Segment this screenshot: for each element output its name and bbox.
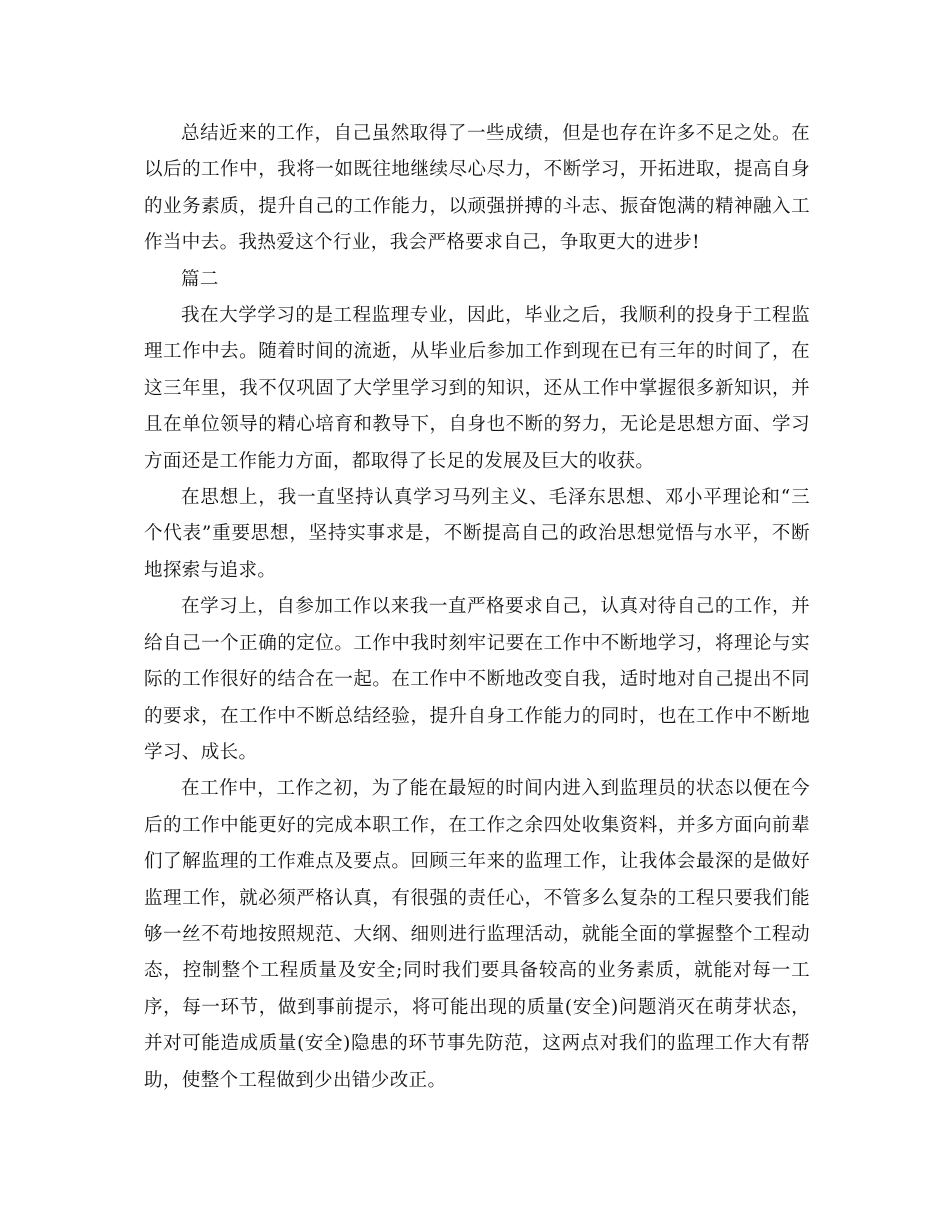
- paragraph-study: 在学习上，自参加工作以来我一直严格要求自己，认真对待自己的工作，并给自己一个正确的定位。工作中我时刻牢记要在工作中不断地学习，将理论与实际的工作很好的结合在一起。在工作中不断地改变自我，适时地对自己提出不同的要求，在工作中不断总结经验，提升自身工作能力的同时，也在工作中不断地学习、成长。: [144, 596, 810, 763]
- paragraph-introduction: 我在大学学习的是工程监理专业，因此，毕业之后，我顺利的投身于工程监理工作中去。随着时间的流逝，从毕业后参加工作到现在已有三年的时间了，在这三年里，我不仅巩固了大学里学习到的知识，还从工作中掌握很多新知识，并且在单位领导的精心培育和教导下，自身也不断的努力，无论是思想方面、学习方面还是工作能力方面，都取得了长足的发展及巨大的收获。: [144, 305, 810, 472]
- paragraph-work: 在工作中，工作之初，为了能在最短的时间内进入到监理员的状态以便在今后的工作中能更好的完成本职工作，在工作之余四处收集资料，并多方面向前辈们了解监理的工作难点及要点。回顾三年来的监理工作，让我体会最深的是做好监理工作，就必须严格认真，有很强的责任心，不管多么复杂的工程只要我们能够一丝不苟地按照规范、大纲、细则进行监理活动，就能全面的掌握整个工程动态，控制整个工程质量及安全;同时我们要具备较高的业务素质，就能对每一工序，每一环节，做到事前提示，将可能出现的质量(安全)问题消灭在萌芽状态，并对可能造成质量(安全)隐患的环节事先防范，这两点对我们的监理工作大有帮助，使整个工程做到少出错少改正。: [144, 778, 810, 1091]
- paragraph-ideology: 在思想上，我一直坚持认真学习马列主义、毛泽东思想、邓小平理论和“三个代表”重要思想，坚持实事求是，不断提高自己的政治思想觉悟与水平，不断地探索与追求。: [144, 487, 810, 581]
- section-heading-part-two: 篇二: [181, 268, 219, 290]
- document-body: [144, 116, 810, 1099]
- paragraph-summary: 总结近来的工作，自己虽然取得了一些成绩，但是也存在许多不足之处。在以后的工作中，我将一如既往地继续尽心尽力，不断学习，开拓进取，提高自身的业务素质，提升自己的工作能力，以顽强拼搏的斗志、振奋饱满的精神融入工作当中去。我热爱这个行业，我会严格要求自己，争取更大的进步!: [144, 123, 810, 254]
